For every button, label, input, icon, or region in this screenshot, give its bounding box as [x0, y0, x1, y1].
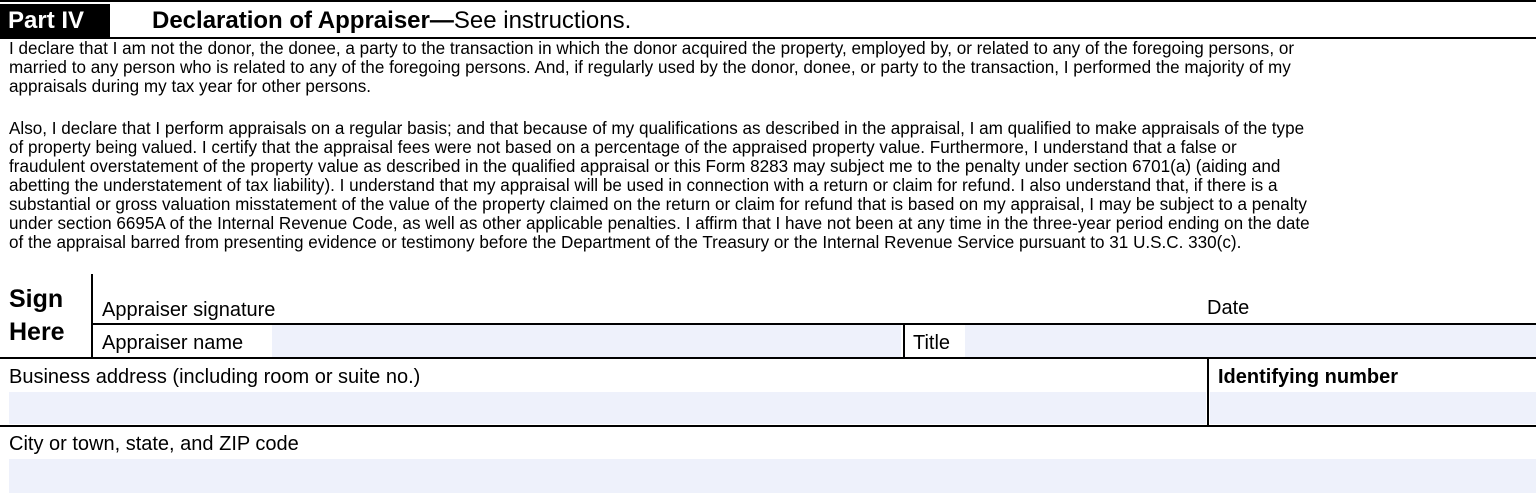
declaration-line: Also, I declare that I perform appraisals on a regular basis; and that because of my qualifications as described in the appraisal, I am qualified to make appraisals of the type: [9, 119, 1305, 138]
here-label: Here: [9, 318, 65, 346]
date-field[interactable]: [1260, 285, 1530, 321]
address-bottom-rule: [0, 425, 1536, 427]
city-state-zip-field[interactable]: [9, 459, 1536, 493]
identifying-number-label: Identifying number: [1218, 366, 1398, 388]
date-label: Date: [1207, 297, 1250, 319]
sign-label: Sign: [9, 285, 64, 313]
declaration-line: I declare that I am not the donor, the donee, a party to the transaction in which the donor acquired the property, employed by, or related to any of the foregoing persons, or: [9, 39, 1295, 58]
identifying-number-field[interactable]: [1210, 392, 1536, 424]
appraiser-signature-field[interactable]: [260, 285, 1200, 321]
declaration-line: under section 6695A of the Internal Revenue Code, as well as other applicable penalties. I affirm that I have not been at any time in the three-year period ending on the date: [9, 214, 1310, 233]
city-state-zip-label: City or town, state, and ZIP code: [9, 433, 299, 455]
business-address-field[interactable]: [9, 392, 1206, 424]
part-number-badge: Part IV: [0, 4, 110, 38]
declaration-line: fraudulent overstatement of the property value as described in the qualified appraisal or this Form 8283 may subject me to the penalty under section 6701(a) (aiding and: [9, 157, 1281, 176]
address-id-divider: [1207, 359, 1209, 425]
title-label: Title: [913, 332, 951, 354]
part-subtitle: See instructions.: [453, 7, 632, 34]
sign-here-bottom-rule: [0, 357, 1536, 359]
appraiser-name-label: Appraiser name: [102, 332, 244, 354]
declaration-line: of property being valued. I certify that the appraisal fees were not based on a percentage of the appraised property value. Furthermore, I understand that a false or: [9, 138, 1237, 157]
declaration-line: married to any person who is related to any of the foregoing persons. And, if regularly used by the donor, donee, or party to the transaction, I performed the majority of my: [9, 58, 1291, 77]
declaration-line: substantial or gross valuation misstatement of the value of the property claimed on the return or claim for refund that is based on my appraisal, I may be subject to a penalty: [9, 195, 1307, 214]
business-address-label: Business address (including room or suite no.): [9, 366, 421, 388]
header-top-rule: [0, 0, 1536, 2]
declaration-line: of the appraisal barred from presenting evidence or testimony before the Department of the Treasury or the Internal Revenue Service pursuant to 31 U.S.C. 330(c).: [9, 233, 1242, 252]
name-title-divider: [903, 325, 905, 358]
part-title-text: Declaration of Appraiser: [152, 7, 430, 34]
title-field[interactable]: [965, 325, 1536, 357]
sign-here-divider: [91, 274, 93, 358]
part-title: [152, 4, 631, 38]
declaration-line: appraisals during my tax year for other persons.: [9, 77, 371, 96]
part-title-dash: —: [429, 7, 454, 34]
declaration-paragraph-2: [9, 119, 1531, 252]
declaration-line: abetting the understatement of tax liability). I understand that my appraisal will be used in connection with a return or claim for refund. I also understand that, if there is a: [9, 176, 1278, 195]
declaration-paragraph-1: [9, 39, 1531, 96]
appraiser-signature-label: Appraiser signature: [102, 299, 276, 321]
appraiser-name-field[interactable]: [272, 325, 901, 357]
